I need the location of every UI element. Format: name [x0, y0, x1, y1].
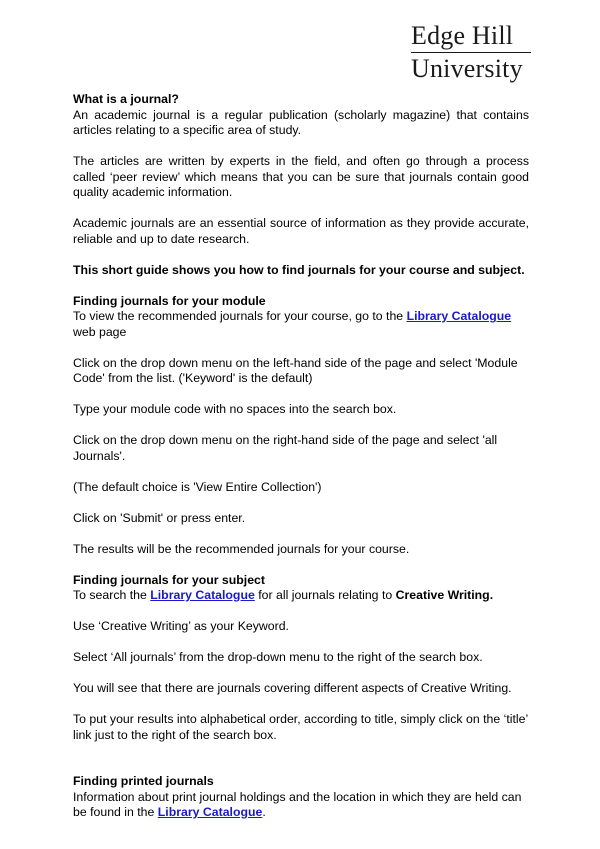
paragraph: To search the Library Catalogue for all journals relating to Creative Writing. — [73, 588, 494, 602]
paragraph: Academic journals are an essential source of information as they provide accurate, reliable and up to date research. — [73, 216, 529, 246]
library-catalogue-link[interactable]: Library Catalogue — [150, 588, 255, 602]
logo-divider — [411, 52, 531, 53]
paragraph: To view the recommended journals for your course, go to the Library Catalogue web page — [73, 309, 512, 339]
logo-line-2: University — [411, 54, 523, 83]
paragraph: Use ‘Creative Writing’ as your Keyword. — [73, 619, 289, 633]
paragraph-bold-intro: This short guide shows you how to find journals for your course and subject. — [73, 262, 525, 277]
paragraph: (The default choice is 'View Entire Collection') — [73, 479, 322, 494]
university-logo — [411, 22, 536, 83]
paragraph: To put your results into alphabetical order, according to title, simply click on the ‘title’ link just to the right of the search box. — [73, 712, 528, 742]
paragraph: You will see that there are journals covering different aspects of Creative Writing. — [73, 681, 512, 695]
paragraph: An academic journal is a regular publication (scholarly magazine) that contains articles relating to a specific area of study. — [73, 107, 529, 137]
heading-what-is-journal: What is a journal? — [73, 92, 179, 106]
heading-journals-for-module: Finding journals for your module — [73, 293, 266, 308]
paragraph: The articles are written by experts in the field, and often go through a process called ‘peer review’ which means that you can be sure that journals contain good quality academic information. — [73, 154, 529, 199]
spacer — [73, 759, 529, 775]
heading-journals-for-subject: Finding journals for your subject — [73, 572, 265, 587]
logo-line-1: Edge Hill — [411, 21, 514, 50]
paragraph: Select ‘All journals’ from the drop-down menu to the right of the search box. — [73, 650, 483, 664]
heading-printed-journals: Finding printed journals — [73, 774, 214, 788]
library-catalogue-link[interactable]: Library Catalogue — [406, 309, 512, 323]
document-body — [73, 92, 529, 836]
paragraph: Click on the drop down menu on the left-hand side of the page and select 'Module Code' from the list. ('Keyword' is the default) — [73, 355, 518, 385]
paragraph: The results will be the recommended journals for your course. — [73, 541, 410, 556]
paragraph: Click on 'Submit' or press enter. — [73, 510, 246, 525]
library-catalogue-link[interactable]: Library Catalogue — [157, 805, 263, 819]
paragraph: Information about print journal holdings and the location in which they are held can be found in the Library Catalogue. — [73, 789, 522, 819]
paragraph: Click on the drop down menu on the right-hand side of the page and select 'all Journals'. — [73, 433, 498, 463]
paragraph: Type your module code with no spaces into the search box. — [73, 402, 397, 416]
